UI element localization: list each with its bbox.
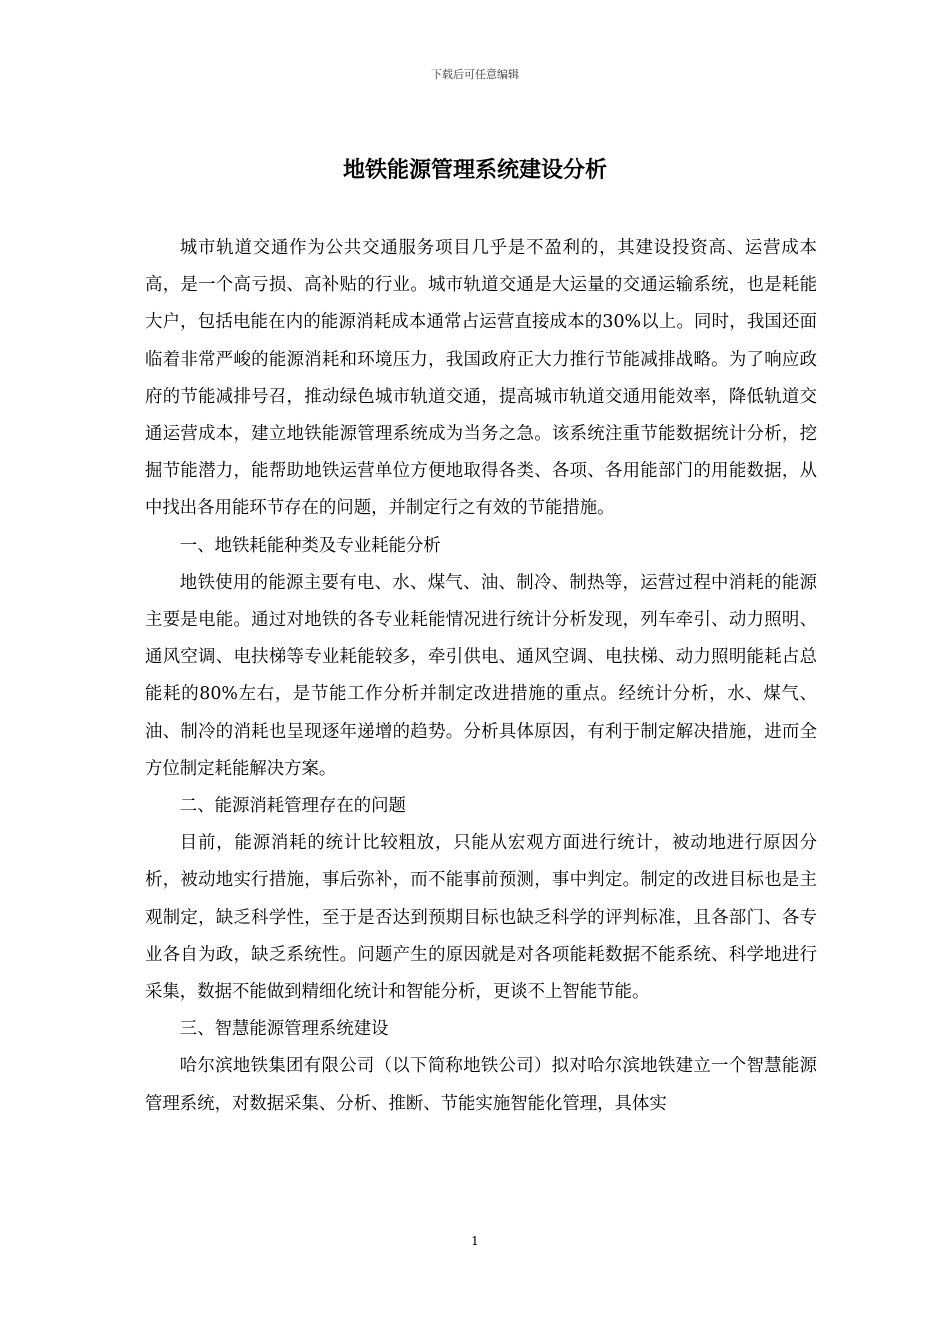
header-note: 下载后可任意编辑 — [431, 68, 519, 81]
section-heading-2: 二、能源消耗管理存在的问题 — [179, 796, 406, 817]
document-body — [145, 230, 817, 1123]
section-paragraph-2: 目前，能源消耗的统计比较粗放，只能从宏观方面进行统计，被动地进行原因分析，被动地实行措施，事后弥补，而不能事前预测，事中判定。制定的改进目标也是主观制定，缺乏科学性，至于是否达到预期目标也缺乏科学的评判标准，且各部门、各专业各自为政，缺乏系统性。问题产生的原因就是对各项能耗数据不能系统、科学地进行采集，数据不能做到精细化统计和智能分析，更谈不上智能节能。 — [145, 833, 817, 1003]
section-heading-1: 一、地铁耗能种类及专业耗能分析 — [179, 535, 441, 556]
page-number: 1 — [471, 1234, 479, 1248]
section-paragraph-3: 哈尔滨地铁集团有限公司（以下简称地铁公司）拟对哈尔滨地铁建立一个智慧能源管理系统，对数据采集、分析、推断、节能实施智能化管理，具体实 — [145, 1056, 817, 1114]
intro-paragraph: 城市轨道交通作为公共交通服务项目几乎是不盈利的，其建设投资高、运营成本高，是一个高亏损、高补贴的行业。城市轨道交通是大运量的交通运输系统，也是耗能大户，包括电能在内的能源消耗成本通常占运营直接成本的30%以上。同时，我国还面临着非常严峻的能源消耗和环境压力，我国政府正大力推行节能减排战略。为了响应政府的节能减排号召，推动绿色城市轨道交通，提高城市轨道交通用能效率，降低轨道交通运营成本，建立地铁能源管理系统成为当务之急。该系统注重节能数据统计分析，挖掘节能潜力，能帮助地铁运营单位方便地取得各类、各项、各用能部门的用能数据，从中找出各用能环节存在的问题，并制定行之有效的节能措施。 — [145, 238, 817, 519]
section-paragraph-1: 地铁使用的能源主要有电、水、煤气、油、制冷、制热等，运营过程中消耗的能源主要是电能。通过对地铁的各专业耗能情况进行统计分析发现，列车牵引、动力照明、通风空调、电扶梯等专业耗能较多，牵引供电、通风空调、电扶梯、动力照明能耗占总能耗的80%左右，是节能工作分析并制定改进措施的重点。经统计分析，水、煤气、油、制冷的消耗也呈现逐年递增的趋势。分析具体原因，有利于制定解决措施，进而全方位制定耗能解决方案。 — [145, 572, 817, 779]
document-title: 地铁能源管理系统建设分析 — [342, 158, 607, 183]
section-heading-3: 三、智慧能源管理系统建设 — [179, 1019, 389, 1040]
